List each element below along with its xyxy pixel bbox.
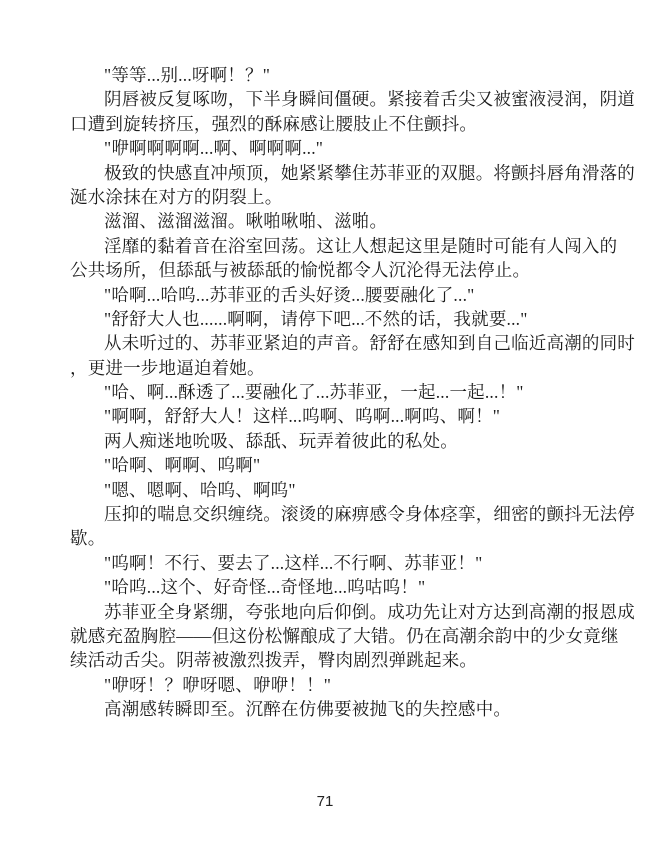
text-line: "呜啊！不行、要去了...这样...不行啊、苏菲亚！" (104, 552, 483, 573)
text-block (70, 63, 635, 722)
text-line: 就感充盈胸腔——但这份松懈酿成了大错。仍在高潮余韵中的少女竟继 (70, 625, 619, 646)
text-line: 极致的快感直冲颅顶，她紧紧攀住苏菲亚的双腿。将颤抖唇角滑落的 (104, 162, 635, 183)
text-line: 涎水涂抹在对方的阴裂上。 (70, 186, 283, 207)
text-line: 压抑的喘息交织缠绕。滚烫的麻痹感令身体痉挛，细密的颤抖无法停 (104, 504, 635, 525)
text-line: "咿啊啊啊啊...啊、啊啊啊..." (104, 138, 324, 159)
text-line: ，更进一步地逼迫着她。 (70, 357, 265, 378)
text-line: 口遭到旋转挤压，强烈的酥麻感让腰肢止不住颤抖。 (70, 113, 478, 134)
text-line: "啊啊，舒舒大人！这样...呜啊、呜啊...啊呜、啊！" (104, 406, 501, 427)
text-line: 公共场所，但舔舐与被舔舐的愉悦都令人沉沦得无法停止。 (70, 260, 531, 281)
text-line: 阴唇被反复啄吻，下半身瞬间僵硬。紧接着舌尖又被蜜液浸润，阴道 (104, 89, 635, 110)
text-line: 续活动舌尖。阴蒂被激烈拨弄，臀肉剧烈弹跳起来。 (70, 650, 478, 671)
text-line: 歇。 (70, 528, 106, 549)
text-line: "哈啊...哈呜...苏菲亚的舌头好烫...腰要融化了..." (104, 284, 475, 305)
text-line: 高潮感转瞬即至。沉醉在仿佛要被抛飞的失控感中。 (104, 699, 512, 720)
text-line: "哈啊、啊啊、呜啊" (104, 455, 261, 476)
text-line: 滋溜、滋溜滋溜。啾啪啾啪、滋啪。 (104, 211, 388, 232)
text-line: "舒舒大人也......啊啊，请停下吧...不然的话，我就要..." (104, 308, 528, 329)
text-line: 淫靡的黏着音在浴室回荡。这让人想起这里是随时可能有人闯入的 (104, 235, 618, 256)
page-number: 71 (316, 793, 334, 810)
text-line: "等等...别...呀啊！？" (104, 65, 271, 85)
text-line: "嗯、嗯啊、哈呜、啊呜" (104, 479, 296, 500)
text-line: "哈呜...这个、好奇怪...奇怪地...呜咕呜！" (104, 577, 426, 598)
text-line: "哈、啊...酥透了...要融化了...苏菲亚，一起...一起...！" (104, 382, 524, 403)
text-line: 两人痴迷地吮吸、舔舐、玩弄着彼此的私处。 (104, 430, 458, 451)
text-line: 苏菲亚全身紧绷，夸张地向后仰倒。成功先让对方达到高潮的报恩成 (104, 601, 635, 622)
text-line: "咿呀！？咿呀嗯、咿咿！！" (104, 674, 332, 695)
text-line: 从未听过的、苏菲亚紧迫的声音。舒舒在感知到自己临近高潮的同时 (104, 333, 635, 354)
